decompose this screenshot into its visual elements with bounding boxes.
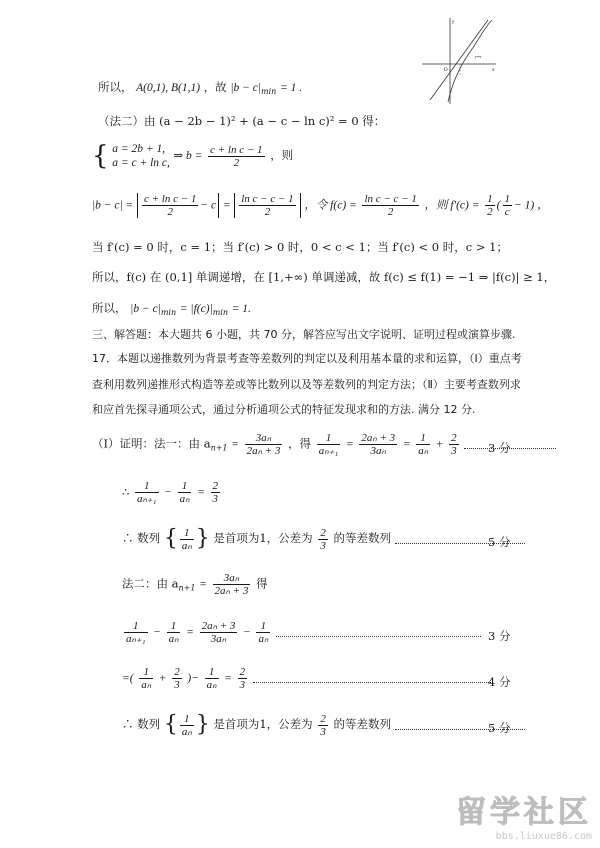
watermark-title: 留学社区 — [456, 795, 592, 830]
fraction: $\frac{1}{\text{aₙ}}$ — [418, 432, 429, 457]
math: − c — [200, 199, 217, 212]
fraction: $\frac{1}{\text{aₙ}}$ — [141, 666, 152, 691]
math: − 1) ， — [514, 199, 549, 212]
math: − — [153, 626, 161, 639]
text: 是首项为1，公差为 — [213, 717, 313, 731]
text: ∴ 数列 — [122, 531, 161, 545]
text: 所以，f(c) 在 (0,1] 单调递增，在 [1,+∞) 单调递减，故 f(c) ≤ f(1) = −1 ⇒ |f(c)| ≥ 1， — [92, 270, 556, 284]
fraction: $\frac{1}{\text{aₙ}}$ — [258, 620, 269, 645]
text: 当 f′(c) = 0 时，c = 1；当 f′(c) > 0 时，0 < c < 1；当 f′(c) < 0 时，c > 1； — [92, 240, 508, 254]
graph-label-o: O — [444, 68, 448, 73]
fraction: $\frac{1}{\text{aₙ}}$ — [181, 712, 192, 738]
proof-step-3: ∴ 数列 { $\frac{1}{\text{aₙ}}$ } 是首项为1，公差为 $\frac{2}{3}$ 的等差数列 — [122, 526, 525, 552]
fraction: $\frac{\text{ln c − c − 1}}{2}$ — [364, 193, 417, 218]
line-abs-value — [92, 193, 549, 218]
text: 三、解答题：本大题共 6 小题，共 70 分，解答应写出文字说明、证明过程或演算步骤. — [92, 328, 516, 341]
leader-dots — [276, 628, 481, 637]
proof-step-5 — [122, 620, 481, 645]
fraction: $\frac{1}{c}$ — [504, 193, 510, 218]
graph-label-x: x — [492, 68, 495, 73]
score-step-1: 3 分 — [488, 441, 511, 455]
watermark-url: bbs.liuxue86.com — [495, 831, 592, 842]
text: 是首项为1，公差为 — [213, 531, 313, 545]
problem-17-line-1 — [92, 352, 522, 366]
fraction: $\frac{1}{2}$ — [487, 193, 493, 218]
text: 的等差数列 — [333, 531, 391, 545]
math: = 1 . — [279, 82, 303, 94]
fraction: $\frac{1}{\text{aₙ}}$ — [168, 620, 179, 645]
fraction: $\frac{2}{3}$ — [320, 526, 326, 552]
math: = |f(c)| — [179, 303, 213, 315]
line-system — [92, 142, 293, 172]
fraction: $\frac{1}{\text{aₙ₊₁}}$ — [136, 480, 157, 505]
fraction: $\frac{2}{3}$ — [451, 432, 457, 457]
text: 法二：由 a — [122, 576, 179, 591]
line-derivative-cases — [92, 240, 508, 254]
text: （Ⅰ）证明：法一：由 a — [92, 436, 211, 451]
math: = 1. — [231, 303, 251, 315]
eq-b: a = c + ln c, — [112, 157, 170, 169]
subscript: n+1 — [178, 583, 196, 593]
proof-step-4 — [122, 572, 268, 597]
math: = — [224, 672, 232, 685]
function-graph — [420, 14, 500, 106]
text: 所以， — [92, 301, 127, 315]
text: ∴ 数列 — [122, 717, 161, 731]
fraction: $\frac{2}{3}$ — [212, 480, 219, 505]
score-step-5: 3 分 — [488, 629, 511, 643]
problem-17-line-2 — [92, 378, 521, 392]
leader-dots — [253, 674, 493, 683]
fraction: $\frac{\text{3aₙ}}{\text{2aₙ + 3}}$ — [246, 432, 281, 457]
text: 得 — [256, 576, 268, 591]
fraction: $\frac{\text{c + ln c − 1}}{2}$ — [143, 193, 197, 218]
line-method-2 — [98, 114, 385, 128]
graph-label-y: y — [452, 20, 455, 25]
subscript: min — [212, 308, 229, 317]
problem-17-line-3 — [92, 403, 475, 417]
text: 所以， — [98, 80, 133, 94]
subscript: min — [160, 308, 177, 317]
proof-step-7: ∴ 数列 { $\frac{1}{\text{aₙ}}$ } 是首项为1，公差为 $\frac{2}{3}$ 的等差数列 — [122, 712, 525, 738]
text: 和应首先探寻通项公式，通过分析通项公式的特征发现求和的方法. 满分 12 分. — [92, 403, 476, 416]
text: ∴ — [122, 484, 130, 499]
fraction: $\frac{1}{\text{aₙ₊₁}}$ — [318, 432, 339, 457]
score-step-3: 5 分 — [488, 535, 511, 549]
fraction: $\frac{\text{ln c − c − 1}}{2}$ — [241, 193, 294, 218]
section-heading — [92, 328, 515, 342]
math: + — [435, 438, 444, 451]
proof-step-6 — [122, 666, 493, 691]
score-step-7: 5 分 — [488, 721, 511, 735]
math: = — [222, 199, 231, 212]
proof-step-2 — [122, 480, 222, 505]
text: ，则 — [270, 148, 294, 162]
line-monotonic — [92, 270, 555, 284]
subscript: n+1 — [210, 443, 228, 453]
score-step-6: 4 分 — [488, 675, 511, 689]
fraction: $\frac{1}{\text{aₙ₊₁}}$ — [126, 620, 146, 645]
math: = — [199, 578, 207, 591]
math: − — [164, 486, 172, 499]
math: |b − c| — [230, 82, 262, 94]
fraction: $\frac{1}{\text{aₙ}}$ — [179, 480, 190, 505]
line-conclusion-1 — [98, 80, 302, 99]
watermark — [456, 787, 592, 842]
text: （法二）由 (a − 2b − 1)² + (a − c − ln c)² = 0 得： — [98, 114, 386, 128]
math: ⇒ b = — [173, 150, 203, 162]
fraction: $\frac{\text{2aₙ + 3}}{\text{3aₙ}}$ — [201, 620, 236, 645]
fraction: $\frac{1}{\text{aₙ}}$ — [181, 526, 192, 552]
fraction: $\frac{2}{3}$ — [320, 712, 326, 738]
text: ，故 — [203, 80, 227, 94]
fraction: $\frac{2}{3}$ — [239, 666, 246, 691]
curve-c-plus-lnc — [448, 20, 492, 102]
fraction: $\frac{1}{\text{aₙ}}$ — [206, 666, 217, 691]
brace: { — [92, 141, 109, 171]
math: A(0,1), B(1,1) — [136, 82, 201, 94]
math: ，令 f(c) = — [304, 199, 357, 212]
math: = — [402, 438, 411, 451]
fraction: $\frac{\text{3aₙ}}{\text{2aₙ + 3}}$ — [214, 572, 249, 597]
math: = — [345, 438, 354, 451]
math: = — [231, 438, 239, 451]
proof-step-1 — [92, 432, 556, 457]
fraction: $\frac{\text{2aₙ + 3}}{\text{3aₙ}}$ — [361, 432, 396, 457]
math: + — [158, 672, 167, 685]
math: = — [197, 486, 205, 499]
math: )− — [187, 672, 199, 685]
math: ，则 f′(c) = — [424, 199, 480, 212]
math: ( — [496, 199, 501, 212]
eq-a: a = 2b + 1, — [112, 143, 166, 155]
math: =( — [122, 672, 134, 685]
text: 17．本题以递推数列为背景考查等差数列的判定以及利用基本量的求和运算，（Ⅰ）重点考 — [92, 352, 522, 365]
fraction: $\frac{\text{c + ln c − 1}}{2}$ — [210, 143, 263, 169]
math: |b − c| — [130, 303, 161, 315]
math: |b − c| = — [92, 199, 134, 212]
subscript: min — [261, 87, 277, 96]
graph-label-line: y=x — [475, 54, 482, 59]
math: − — [243, 626, 251, 639]
fraction: $\frac{2}{3}$ — [174, 666, 180, 691]
math: = — [186, 626, 194, 639]
line-y-eq-x — [430, 20, 488, 100]
text: 的等差数列 — [333, 717, 391, 731]
text: ，得 — [288, 436, 312, 451]
text: 查利用数列递推形式构造等差或等比数列以及等差数列的判定方法；（Ⅱ）主要考查数列求 — [92, 378, 521, 391]
line-conclusion-2 — [92, 301, 251, 320]
